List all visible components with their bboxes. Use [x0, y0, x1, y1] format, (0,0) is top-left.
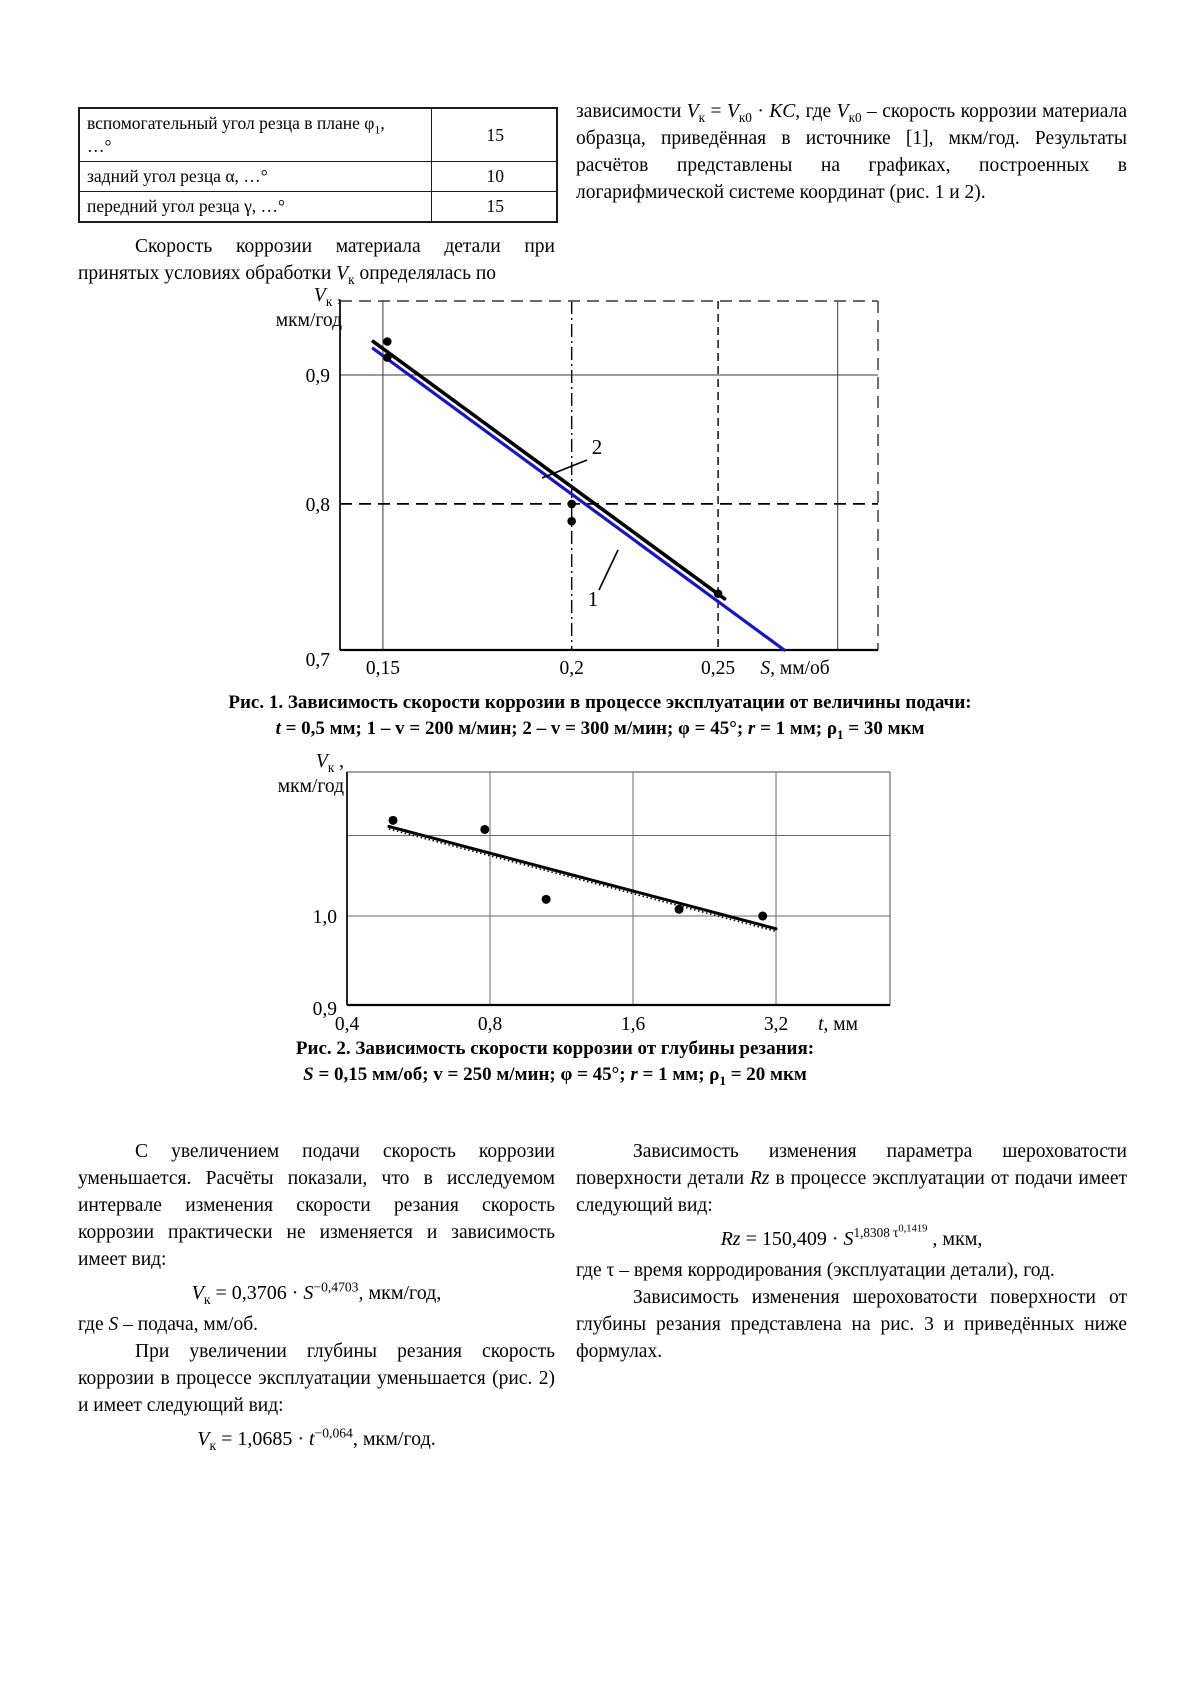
formula-vk-feed: $V_к = 0,3706 \cdot S^{-0,4703}$, мкм/год,	[191, 1279, 442, 1307]
table-cell-name: передний угол резца γ, …°	[79, 192, 431, 223]
table-cell-value: 15	[431, 192, 557, 223]
figure1-caption	[75, 690, 1125, 742]
table-row	[79, 162, 557, 192]
svg-text:0,7: 0,7	[305, 650, 330, 671]
figure1-plot	[290, 278, 1140, 690]
svg-text:0,8: 0,8	[305, 494, 330, 516]
figure2-chart	[290, 745, 950, 1042]
svg-text:0,2: 0,2	[559, 658, 584, 679]
figure1-chart	[290, 278, 1140, 695]
svg-text:0,9: 0,9	[312, 999, 337, 1020]
formula-rz	[576, 1224, 1127, 1254]
paragraph-roughness-depth: Зависимость изменения шероховатости поверхности от глубины резания представлена на рис. 3 и приведённых ниже формулах.	[576, 1287, 1127, 1362]
svg-text:t, мм: t, мм	[818, 1014, 858, 1035]
svg-text:1,6: 1,6	[620, 1014, 646, 1035]
formula-rz-base: Rz = 150,409 · S	[720, 1228, 854, 1250]
formula-rz-exponent	[854, 1225, 928, 1240]
y-axis-label-line1: $V_к$ ,	[313, 285, 342, 309]
figure1-y-axis-label	[230, 283, 342, 333]
svg-text:1: 1	[587, 587, 599, 611]
figure2-caption	[75, 1036, 1035, 1088]
paragraph-intro: Скорость коррозии материала детали при принятых условиях обработки $V_к$ определялась по	[78, 236, 555, 287]
svg-text:0,25: 0,25	[701, 658, 736, 679]
parameters-table	[78, 107, 558, 223]
bottom-left-column	[78, 1138, 555, 1457]
svg-text:1,0: 1,0	[312, 907, 337, 929]
figure2-y-axis-label	[232, 749, 344, 799]
svg-text:2: 2	[591, 435, 603, 459]
figure1-caption-line2: t = 0,5 мм; 1 – v = 200 м/мин; 2 – v = 300 м/мин; φ = 45°; r = 1 мм; $\rho_1 = 30$ мкм	[275, 718, 925, 742]
formula-rz-exponent-text: 1,8308 τ0,1419	[853, 1223, 928, 1241]
svg-text:3,2: 3,2	[763, 1014, 789, 1035]
table-cell-name: задний угол резца α, …°	[79, 162, 431, 192]
figure2-caption-line1: Рис. 2. Зависимость скорости коррозии от глубины резания:	[295, 1038, 815, 1059]
table-cell-name: вспомогательный угол резца в плане $\varphi_1$, …°	[79, 108, 431, 162]
parameters-table-wrapper	[78, 107, 558, 223]
table-cell-value: 10	[431, 162, 557, 192]
formula-vk-depth: $V_к = 1,0685 \cdot t^{-0,064}$, мкм/год.	[197, 1425, 436, 1453]
y-axis-label-line2: мкм/год	[277, 776, 344, 797]
where-feed: где S – подача, мм/об.	[78, 1314, 259, 1335]
paragraph-feed-effect: С увеличением подачи скорость коррозии уменьшается. Расчёты показали, что в исследуемом интервале изменения скорости резания скорость коррозии практически не изменяется и зависимость имеет вид:	[78, 1141, 555, 1270]
svg-text:0,4: 0,4	[334, 1014, 360, 1035]
bottom-right-column	[576, 1138, 1127, 1365]
svg-text:0,9: 0,9	[305, 366, 330, 388]
table-row	[79, 108, 557, 162]
figure2-plot	[290, 745, 950, 1037]
table-row	[79, 192, 557, 223]
table-cell-value: 15	[431, 108, 557, 162]
figure1-caption-line1: Рис. 1. Зависимость скорости коррозии в процессе эксплуатации от величины подачи:	[228, 692, 972, 713]
paragraph-corrosion-dependence: зависимости $V_к = V_{к0}$ · KC, где $V_{к0}$ – скорость коррозии материала образца, приведённая в источнике [1], мкм/год. Результаты расчётов представлены на графиках, построенных в логарифмической системе координат (рис. 1 и 2).	[576, 101, 1128, 203]
paragraph-depth-effect: При увеличении глубины резания скорость коррозии в процессе эксплуатации уменьшается (рис. 2) и имеет следующий вид:	[78, 1341, 555, 1416]
where-tau: где τ – время корродирования (эксплуатации детали), год.	[576, 1260, 1055, 1281]
svg-text:0,15: 0,15	[365, 658, 400, 679]
y-axis-label-line1: $V_к$ ,	[315, 751, 344, 775]
svg-text:S, мм/об: S, мм/об	[760, 658, 830, 679]
figure2-caption-line2: S = 0,15 мм/об; v = 250 м/мин; φ = 45°; r = 1 мм; $\rho_1 = 20$ мкм	[303, 1064, 807, 1088]
formula-rz-tail: , мкм,	[927, 1228, 983, 1250]
svg-text:0,8: 0,8	[477, 1014, 503, 1035]
paragraph-roughness: Зависимость изменения параметра шероховатости поверхности детали Rz в процессе эксплуатации от подачи имеет следующий вид:	[576, 1141, 1128, 1216]
y-axis-label-line2: мкм/год	[275, 310, 342, 331]
